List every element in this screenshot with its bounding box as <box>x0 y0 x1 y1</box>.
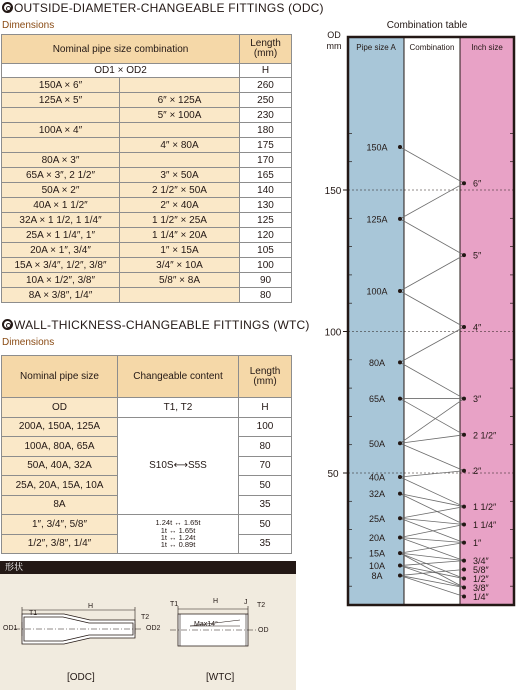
inch-size-point <box>462 577 466 581</box>
wtc-row-size: 1/2″, 3/8″, 1/4″ <box>2 534 118 554</box>
pipe-size-point <box>398 536 402 540</box>
wtc-subtitle: Dimensions <box>2 337 55 348</box>
inch-size-label: 3″ <box>473 394 482 405</box>
odc-cell-combo-b: 5″ × 100A <box>120 108 240 123</box>
odc-cell-combo-b: 5/8″ × 8A <box>120 273 240 288</box>
shape-title-bar: 形状 <box>0 561 296 574</box>
wtc-label-h: H <box>213 598 219 605</box>
odc-cell-combo-b: 2″ × 40A <box>120 198 240 213</box>
wtc-row-length: 80 <box>239 437 292 457</box>
pipe-size-label: 150A <box>366 142 388 153</box>
pipe-size-label: 32A <box>368 489 386 500</box>
odc-cell-length: 100 <box>240 258 292 273</box>
odc-row <box>2 78 292 93</box>
odc-row <box>2 168 292 183</box>
inch-size-point <box>462 433 466 437</box>
wtc-change-label: S10S⟷S5S <box>118 417 239 515</box>
wtc-row-length: 35 <box>239 495 292 515</box>
wtc-title: WALL-THICKNESS-CHANGEABLE FITTINGS (WTC) <box>2 318 310 332</box>
pipe-size-point <box>398 551 402 555</box>
odc-cell-length: 260 <box>240 78 292 93</box>
odc-row <box>2 138 292 153</box>
inch-size-label: 1/4″ <box>473 592 489 603</box>
pipe-size-label: 80A <box>368 357 386 368</box>
pipe-size-label: 10A <box>368 561 386 572</box>
inch-size-label: 6″ <box>473 178 482 189</box>
odc-row <box>2 123 292 138</box>
axis-tick-label: 150 <box>324 186 342 197</box>
wtc-row-length: 50 <box>239 515 292 535</box>
odc-cell-combo-b <box>120 123 240 138</box>
combination-table-chart <box>303 13 518 613</box>
odc-label-t1: T1 <box>29 610 38 617</box>
pipe-size-label: 15A <box>368 548 386 559</box>
fittings-drawing <box>0 574 296 690</box>
inch-size-point <box>462 559 466 563</box>
inch-size-label: 1 1/2″ <box>473 502 497 513</box>
odc-label-t2: T2 <box>141 614 150 621</box>
odc-cell-combo-a: 40A × 1 1/2″ <box>2 198 120 213</box>
odc-row <box>2 198 292 213</box>
odc-cell-length: 125 <box>240 213 292 228</box>
odc-cell-combo-a: 15A × 3/4″, 1/2″, 3/8″ <box>2 258 120 273</box>
odc-cell-length: 165 <box>240 168 292 183</box>
odc-cell-combo-b: 3″ × 50A <box>120 168 240 183</box>
inch-size-label: 5″ <box>473 250 482 261</box>
odc-label-od1: OD1 <box>3 625 18 632</box>
pipe-size-label: 8A <box>371 570 383 581</box>
odc-cell-length: 80 <box>240 288 292 303</box>
wtc-label-max: Max14° <box>194 621 218 628</box>
wtc-label-j: J <box>244 599 248 606</box>
odc-dimensions-table <box>1 34 292 303</box>
inch-size-label: 2″ <box>473 466 482 477</box>
odc-cell-combo-b <box>120 78 240 93</box>
odc-label-od2: OD2 <box>146 625 161 632</box>
inch-size-point <box>462 595 466 599</box>
odc-cell-length: 140 <box>240 183 292 198</box>
odc-cell-combo-a: 20A × 1″, 3/4″ <box>2 243 120 258</box>
odc-cell-length: 180 <box>240 123 292 138</box>
wtc-label-t1: T1 <box>170 601 179 608</box>
combination-chart-svg <box>303 13 518 613</box>
odc-row <box>2 228 292 243</box>
odc-cell-combo-b: 1″ × 15A <box>120 243 240 258</box>
odc-row <box>2 258 292 273</box>
odc-cell-combo-b: 6″ × 125A <box>120 93 240 108</box>
pipe-size-point <box>398 564 402 568</box>
pipe-size-label: 20A <box>368 533 386 544</box>
odc-cell-combo-b: 4″ × 80A <box>120 138 240 153</box>
column-header-combination: Combination <box>409 43 455 52</box>
odc-cell-combo-a: 100A × 4″ <box>2 123 120 138</box>
wtc-header-length: Length (mm) <box>239 356 292 398</box>
inch-size-label: 1″ <box>473 538 482 549</box>
pipe-size-point <box>398 475 402 479</box>
bullet-circle-icon <box>2 319 13 330</box>
odc-cell-combo-a <box>2 138 120 153</box>
odc-cell-combo-b: 3/4″ × 10A <box>120 258 240 273</box>
odc-cell-combo-a: 125A × 5″ <box>2 93 120 108</box>
inch-size-label: 1 1/4″ <box>473 520 497 531</box>
odc-cell-length: 170 <box>240 153 292 168</box>
odc-label-h: H <box>88 603 94 610</box>
wtc-row-length: 35 <box>239 534 292 554</box>
pipe-size-point <box>398 492 402 496</box>
wtc-sub-h: H <box>239 398 292 418</box>
pipe-size-point <box>398 516 402 520</box>
odc-cell-combo-a <box>2 108 120 123</box>
wtc-row-size: 1″, 3/4″, 5/8″ <box>2 515 118 535</box>
wtc-row-size: 50A, 40A, 32A <box>2 456 118 476</box>
inch-size-label: 3/4″ <box>473 556 489 567</box>
inch-size-point <box>462 541 466 545</box>
odc-header-combination: Nominal pipe size combination <box>2 35 240 64</box>
odc-cell-combo-a: 32A × 1 1/2, 1 1/4″ <box>2 213 120 228</box>
axis-label-unit: mm <box>326 41 342 51</box>
odc-cell-combo-a: 8A × 3/8″, 1/4″ <box>2 288 120 303</box>
wtc-row-size: 100A, 80A, 65A <box>2 437 118 457</box>
odc-row <box>2 108 292 123</box>
pipe-size-point <box>398 397 402 401</box>
wtc-row-length: 70 <box>239 456 292 476</box>
wtc-label-t2: T2 <box>257 602 266 609</box>
inch-size-point <box>462 253 466 257</box>
odc-row <box>2 153 292 168</box>
odc-sub-od: OD1 × OD2 <box>2 64 240 78</box>
inch-size-label: 5/8″ <box>473 565 489 576</box>
odc-header-length: Length (mm) <box>240 35 292 64</box>
axis-tick-label: 50 <box>327 469 339 480</box>
pipe-size-label: 125A <box>366 214 388 225</box>
odc-cell-combo-a: 80A × 3″ <box>2 153 120 168</box>
pipe-size-point <box>398 573 402 577</box>
wtc-row-size: 25A, 20A, 15A, 10A <box>2 476 118 496</box>
inch-size-point <box>462 568 466 572</box>
wtc-dimensions-table <box>1 355 292 554</box>
odc-row <box>2 183 292 198</box>
odc-cell-combo-b <box>120 288 240 303</box>
inch-size-point <box>462 325 466 329</box>
pipe-size-point <box>398 289 402 293</box>
axis-label-od: OD <box>327 30 341 40</box>
pipe-size-point <box>398 145 402 149</box>
wtc-row-size: 8A <box>2 495 118 515</box>
odc-cell-combo-a: 65A × 3″, 2 1/2″ <box>2 168 120 183</box>
axis-tick-label: 100 <box>324 327 342 339</box>
odc-sub-h: H <box>240 64 292 78</box>
pipe-size-label: 100A <box>366 286 388 297</box>
inch-size-point <box>462 469 466 473</box>
odc-row <box>2 93 292 108</box>
odc-cell-length: 175 <box>240 138 292 153</box>
odc-cell-length: 105 <box>240 243 292 258</box>
pipe-size-point <box>398 441 402 445</box>
odc-cell-combo-b <box>120 153 240 168</box>
odc-cell-combo-b: 1 1/4″ × 20A <box>120 228 240 243</box>
pipe-size-label: 50A <box>368 438 386 449</box>
inch-size-label: 4″ <box>473 322 482 333</box>
odc-cell-length: 130 <box>240 198 292 213</box>
odc-subtitle: Dimensions <box>2 20 55 31</box>
inch-size-label: 1/2″ <box>473 574 489 585</box>
wtc-header-size: Nominal pipe size <box>2 356 118 398</box>
odc-cell-combo-a: 25A × 1 1/4″, 1″ <box>2 228 120 243</box>
odc-cell-length: 120 <box>240 228 292 243</box>
combination-table-title: Combination table <box>386 20 468 31</box>
odc-cell-combo-a: 10A × 1/2″, 3/8″ <box>2 273 120 288</box>
bullet-circle-icon <box>2 2 13 13</box>
odc-caption: [ODC] <box>67 672 95 683</box>
wtc-thickness-list: 1.24t ↔ 1.65t 1t ↔ 1.65t 1t ↔ 1.24t 1t ↔ 0.89t <box>118 515 239 554</box>
odc-cell-combo-a: 150A × 6″ <box>2 78 120 93</box>
odc-cell-length: 230 <box>240 108 292 123</box>
pipe-size-point <box>398 360 402 364</box>
odc-cell-length: 90 <box>240 273 292 288</box>
column-header-pipe-size: Pipe size A <box>356 43 396 52</box>
odc-cell-length: 250 <box>240 93 292 108</box>
inch-size-point <box>462 523 466 527</box>
pipe-size-label: 25A <box>368 513 386 524</box>
wtc-label-od: OD <box>258 627 269 634</box>
inch-size-label: 3/8″ <box>473 583 489 594</box>
odc-cell-combo-b: 1 1/2″ × 25A <box>120 213 240 228</box>
odc-row <box>2 273 292 288</box>
column-header-inch-size: Inch size <box>471 43 503 52</box>
odc-row <box>2 243 292 258</box>
wtc-row-size: 200A, 150A, 125A <box>2 417 118 437</box>
inch-size-point <box>462 181 466 185</box>
inch-size-label: 2 1/2″ <box>473 430 497 441</box>
inch-size-point <box>462 586 466 590</box>
odc-cell-combo-b: 2 1/2″ × 50A <box>120 183 240 198</box>
wtc-sub-od: OD <box>2 398 118 418</box>
shape-drawings <box>0 574 296 690</box>
inch-size-point <box>462 505 466 509</box>
inch-size-point <box>462 397 466 401</box>
pipe-size-point <box>398 217 402 221</box>
pipe-size-label: 65A <box>368 394 386 405</box>
odc-row <box>2 213 292 228</box>
odc-row <box>2 288 292 303</box>
wtc-row-length: 100 <box>239 417 292 437</box>
pipe-size-label: 40A <box>368 472 386 483</box>
wtc-caption: [WTC] <box>206 672 235 683</box>
wtc-row-length: 50 <box>239 476 292 496</box>
wtc-sub-t: T1, T2 <box>118 398 239 418</box>
odc-title: OUTSIDE-DIAMETER-CHANGEABLE FITTINGS (ODC) <box>2 1 324 15</box>
wtc-header-content: Changeable content <box>118 356 239 398</box>
odc-cell-combo-a: 50A × 2″ <box>2 183 120 198</box>
